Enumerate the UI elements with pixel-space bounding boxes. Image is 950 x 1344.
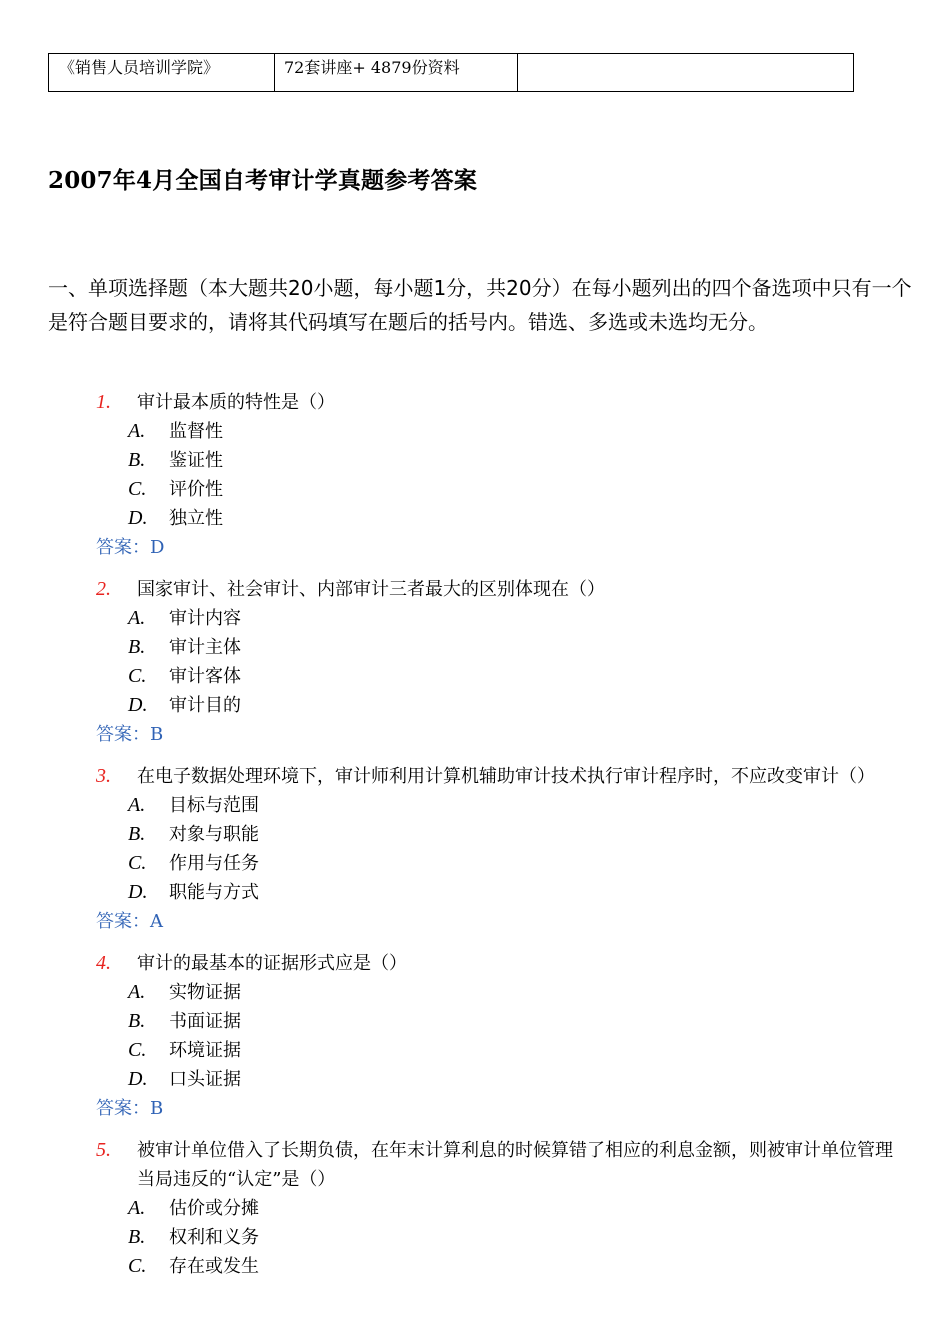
- question-stem: [96, 575, 896, 604]
- option-text: 作用与任务: [169, 853, 259, 874]
- option-item: [96, 878, 896, 907]
- question-item: [96, 1136, 896, 1281]
- question-item: [96, 388, 896, 562]
- option-letter: C.: [128, 852, 147, 874]
- question-number: 5.: [96, 1139, 111, 1161]
- answer-line: 答案：A: [96, 911, 163, 932]
- option-item: [96, 1007, 896, 1036]
- option-item: [96, 446, 896, 475]
- option-list: [96, 417, 896, 533]
- option-item: [96, 791, 896, 820]
- header-table: [48, 53, 854, 92]
- option-text: 目标与范围: [169, 795, 259, 816]
- header-cell-resources: 72套讲座+ 4879份资料: [275, 54, 518, 91]
- option-text: 环境证据: [169, 1040, 241, 1061]
- option-item: [96, 1194, 896, 1223]
- option-text: 审计客体: [169, 666, 241, 687]
- option-text: 实物证据: [169, 982, 241, 1003]
- question-text: 国家审计、社会审计、内部审计三者最大的区别体现在（）: [137, 579, 605, 600]
- option-letter: D.: [128, 881, 148, 903]
- option-list: [96, 604, 896, 720]
- option-letter: B.: [128, 1010, 146, 1032]
- question-number: 3.: [96, 765, 111, 787]
- option-text: 鉴证性: [169, 450, 223, 471]
- option-text: 估价或分摊: [169, 1198, 259, 1219]
- option-list: [96, 1194, 896, 1281]
- question-number: 2.: [96, 578, 111, 600]
- option-letter: C.: [128, 665, 147, 687]
- option-item: [96, 475, 896, 504]
- option-item: [96, 849, 896, 878]
- option-letter: B.: [128, 449, 146, 471]
- option-letter: A.: [128, 981, 146, 1003]
- option-letter: C.: [128, 1039, 147, 1061]
- section-intro: 一、单项选择题（本大题共20小题，每小题1分，共20分）在每小题列出的四个备选项中只有一个是符合题目要求的，请将其代码填写在题后的括号内。错选、多选或未选均无分。: [48, 276, 912, 334]
- option-letter: A.: [128, 420, 146, 442]
- question-stem: [96, 1136, 896, 1194]
- option-letter: A.: [128, 794, 146, 816]
- question-text: 在电子数据处理环境下，审计师利用计算机辅助审计技术执行审计程序时，不应改变审计（）: [137, 766, 875, 787]
- option-item: [96, 633, 896, 662]
- answer-line: 答案：B: [96, 1098, 164, 1119]
- answer-line: 答案：B: [96, 724, 164, 745]
- option-item: [96, 820, 896, 849]
- question-text: 审计的最基本的证据形式应是（）: [137, 953, 407, 974]
- header-cell-academy: 《销售人员培训学院》: [49, 54, 275, 91]
- option-item: [96, 662, 896, 691]
- question-number: 4.: [96, 952, 111, 974]
- option-item: [96, 504, 896, 533]
- option-text: 监督性: [169, 421, 223, 442]
- question-stem: [96, 388, 896, 417]
- option-item: [96, 691, 896, 720]
- option-item: [96, 978, 896, 1007]
- option-letter: A.: [128, 607, 146, 629]
- question-text: 被审计单位借入了长期负债，在年末计算利息的时候算错了相应的利息金额，则被审计单位管理当局违反的“认定”是（）: [137, 1140, 893, 1190]
- option-text: 权利和义务: [169, 1227, 259, 1248]
- option-list: [96, 791, 896, 907]
- option-text: 评价性: [169, 479, 223, 500]
- option-item: [96, 1036, 896, 1065]
- option-text: 审计目的: [169, 695, 241, 716]
- option-text: 审计主体: [169, 637, 241, 658]
- question-item: [96, 575, 896, 749]
- option-item: [96, 604, 896, 633]
- option-text: 存在或发生: [169, 1256, 259, 1277]
- option-text: 口头证据: [169, 1069, 241, 1090]
- option-letter: C.: [128, 478, 147, 500]
- option-list: [96, 978, 896, 1094]
- option-item: [96, 1223, 896, 1252]
- header-cell-empty: [518, 54, 853, 91]
- question-item: [96, 762, 896, 936]
- option-text: 职能与方式: [169, 882, 259, 903]
- option-letter: B.: [128, 823, 146, 845]
- option-item: [96, 1065, 896, 1094]
- page-title: 2007年4月全国自考审计学真题参考答案: [48, 167, 478, 194]
- option-item: [96, 1252, 896, 1281]
- option-letter: C.: [128, 1255, 147, 1277]
- option-letter: D.: [128, 1068, 148, 1090]
- option-letter: D.: [128, 694, 148, 716]
- option-letter: D.: [128, 507, 148, 529]
- option-text: 独立性: [169, 508, 223, 529]
- option-item: [96, 417, 896, 446]
- answer-line: 答案：D: [96, 537, 165, 558]
- option-text: 审计内容: [169, 608, 241, 629]
- option-letter: B.: [128, 1226, 146, 1248]
- question-text: 审计最本质的特性是（）: [137, 392, 335, 413]
- question-stem: [96, 762, 896, 791]
- question-list: [96, 388, 896, 1294]
- option-letter: B.: [128, 636, 146, 658]
- question-stem: [96, 949, 896, 978]
- option-text: 对象与职能: [169, 824, 259, 845]
- question-number: 1.: [96, 391, 111, 413]
- question-item: [96, 949, 896, 1123]
- option-letter: A.: [128, 1197, 146, 1219]
- option-text: 书面证据: [169, 1011, 241, 1032]
